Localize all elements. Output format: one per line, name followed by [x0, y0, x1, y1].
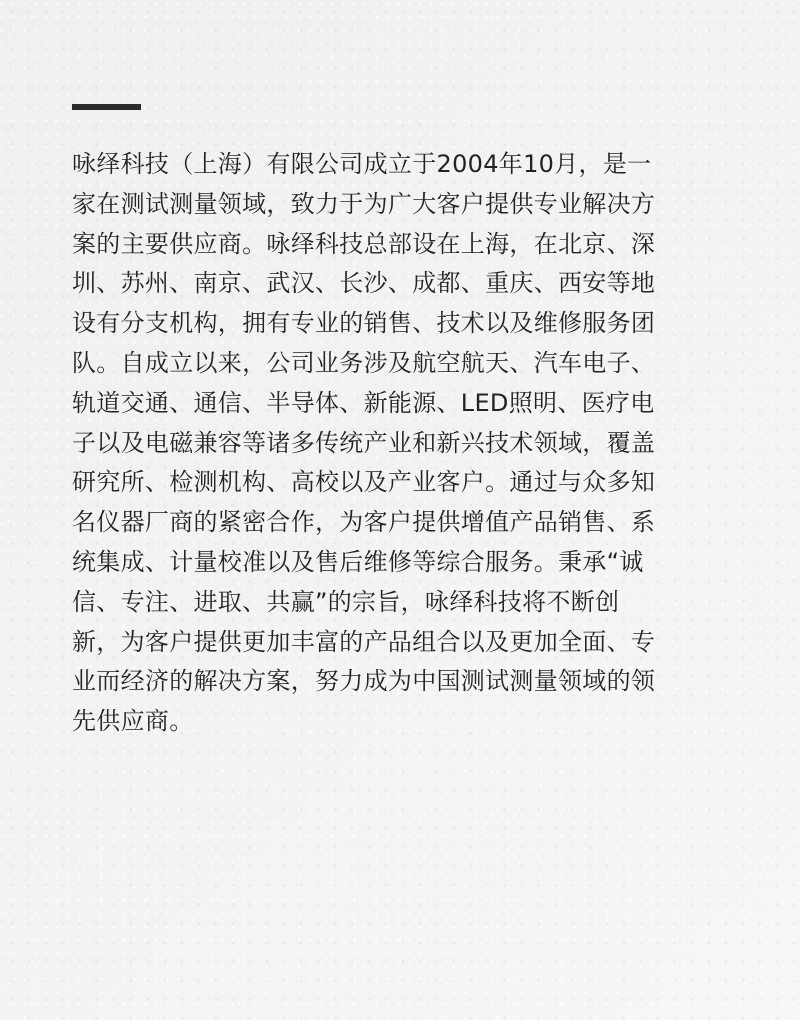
paragraph-line-14: 业而经济的解决方案，努力成为中国测试测量领域的领	[72, 667, 656, 696]
paragraph-line-7: 轨道交通、通信、半导体、新能源、LED照明、医疗电	[72, 388, 655, 417]
company-intro-paragraph	[72, 145, 750, 742]
title-divider	[72, 104, 141, 110]
paragraph-line-9: 研究所、检测机构、高校以及产业客户。通过与众多知	[72, 468, 656, 497]
paragraph-line-5: 设有分支机构，拥有专业的销售、技术以及维修服务团	[72, 309, 656, 338]
paragraph-line-6: 队。自成立以来，公司业务涉及航空航天、汽车电子、	[72, 348, 656, 377]
paragraph-line-15: 先供应商。	[72, 707, 194, 736]
paragraph-line-3: 案的主要供应商。咏绎科技总部设在上海，在北京、深	[72, 229, 656, 258]
paragraph-line-1: 咏绎科技（上海）有限公司成立于2004年10月，是一	[72, 150, 652, 178]
paragraph-line-13: 新，为客户提供更加丰富的产品组合以及更加全面、专	[72, 627, 656, 656]
paragraph-line-2: 家在测试测量领域，致力于为广大客户提供专业解决方	[72, 189, 656, 218]
paragraph-line-10: 名仪器厂商的紧密合作，为客户提供增值产品销售、系	[72, 508, 656, 537]
paragraph-line-12: 信、专注、进取、共赢”的宗旨，咏绎科技将不断创	[72, 587, 620, 616]
paragraph-line-4: 圳、苏州、南京、武汉、长沙、成都、重庆、西安等地	[72, 269, 656, 298]
paragraph-line-8: 子以及电磁兼容等诸多传统产业和新兴技术领域，覆盖	[72, 428, 656, 457]
paragraph-line-11: 统集成、计量校准以及售后维修等综合服务。秉承“诚	[72, 547, 644, 576]
content-area	[72, 104, 750, 742]
